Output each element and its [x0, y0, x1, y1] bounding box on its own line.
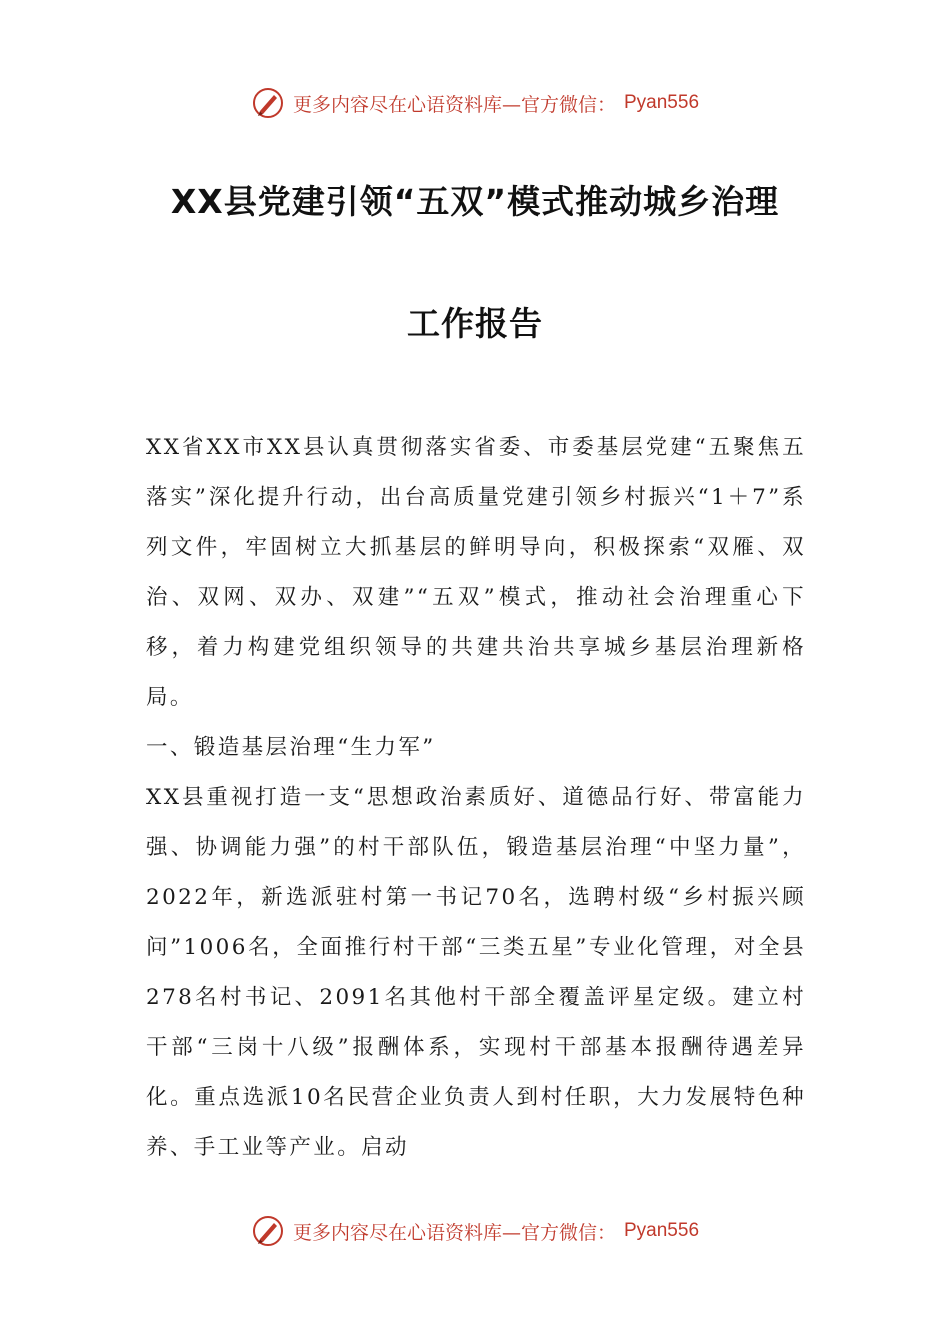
paragraph-section-1: XX县重视打造一支“思想政治素质好、道德品行好、带富能力强、协调能力强”的村干部队伍，锻造基层治理“中坚力量”，2022年，新选派驻村第一书记70名，选聘村级“乡村振兴顾问”1006名，全面推行村干部“三类五星”专业化管理，对全县278名村书记、2091名其他村干部全覆盖评星定级。建立村干部“三岗十八级”报酬体系，实现村干部基本报酬待遇差异化。重点选派10名民营企业负责人到村任职，大力发展特色种养、手工业等产业。启动 — [146, 785, 806, 1160]
pen-logo-icon — [251, 1214, 285, 1248]
footer-watermark — [0, 1214, 950, 1248]
watermark-text: 更多内容尽在心语资料库—官方微信： — [292, 93, 616, 116]
paragraph-intro: XX省XX市XX县认真贯彻落实省委、市委基层党建“五聚焦五落实”深化提升行动，出台高质量党建引领乡村振兴“1＋7”系列文件，牢固树立大抓基层的鲜明导向，积极探索“双雁、双治、双网、双办、双建”“五双”模式，推动社会治理重心下移，着力构建党组织领导的共建共治共享城乡基层治理新格局。 — [146, 435, 806, 710]
pen-logo-icon — [251, 86, 285, 120]
header-watermark — [0, 86, 950, 120]
document-body — [146, 423, 806, 1173]
watermark-handle: Pyan556 — [624, 1220, 700, 1241]
watermark-text: 更多内容尽在心语资料库—官方微信： — [292, 1221, 616, 1244]
document-title-line1: XX县党建引领“五双”模式推动城乡治理 — [170, 182, 780, 221]
document-title-line2: 工作报告 — [407, 304, 543, 343]
section-heading-1: 一、锻造基层治理“生力军” — [146, 735, 436, 760]
watermark-handle: Pyan556 — [624, 92, 700, 113]
